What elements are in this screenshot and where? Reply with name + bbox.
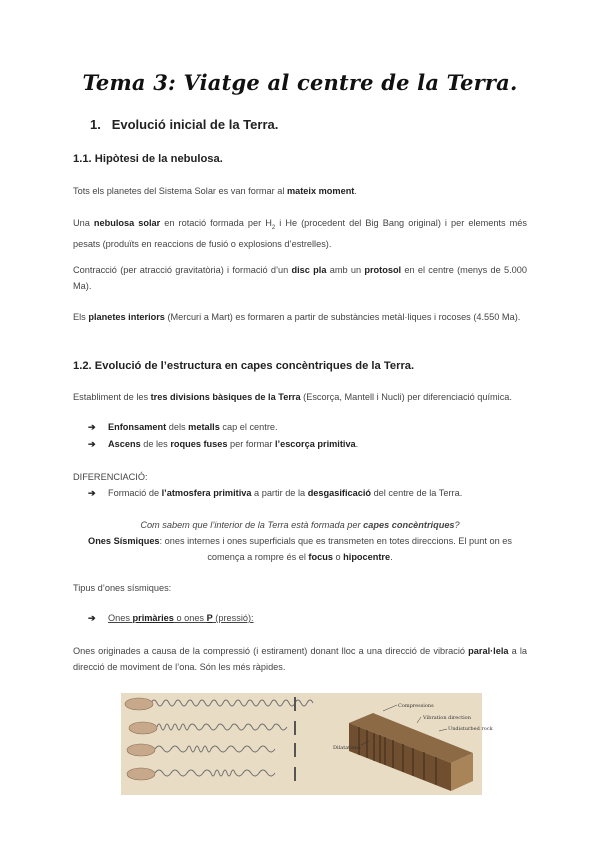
diferenciacio-label: DIFERENCIACIÓ: <box>73 472 148 482</box>
label-dilatations: Dilatations <box>333 745 361 751</box>
subsection-heading-1-2: 1.2. Evolució de l’estructura en capes concèntriques de la Terra. <box>73 360 415 372</box>
question-line: Com sabem que l’interior de la Terra està formada per capes concèntriques? <box>140 520 460 530</box>
arrow-icon: ➔ <box>88 439 96 449</box>
p-wave-illustration <box>121 693 493 795</box>
paragraph: Tots els planetes del Sistema Solar es van formar al mateix moment. <box>73 186 357 196</box>
paragraph: Els planetes interiors (Mercuri a Mart) es formaren a partir de substàncies metàl·liques i rocoses (4.550 Ma). <box>73 312 521 322</box>
section-label: Evolució inicial de la Terra. <box>111 117 279 132</box>
list-item: ➔ Ascens de les roques fuses per formar l’escorça primitiva. <box>88 439 359 449</box>
arrow-icon: ➔ <box>88 422 96 432</box>
arrow-icon: ➔ <box>88 488 96 498</box>
label-undisturbed: Undisturbed rock <box>448 726 493 732</box>
arrow-icon: ➔ <box>88 613 96 623</box>
section-heading-1 <box>90 117 278 132</box>
ones-sismiques-definition: Ones Sísmiques: ones internes i ones superficials que es transmeten en totes direccions. El punt on es comença a rompre és el focus o hipocentre. <box>88 536 512 562</box>
paragraph: Una nebulosa solar en rotació formada per $H_2$ i He (procedent del Big Bang original) i per elements més pesats (produïts en reaccions de fusió o explosions d’estrelles). <box>73 218 528 249</box>
section-number: 1. <box>90 117 101 132</box>
tipus-label: Tipus d’ones sísmiques: <box>73 583 172 593</box>
list-item: ➔ Enfonsament dels metalls cap el centre. <box>88 422 278 432</box>
paragraph: Ones originades a causa de la compressió (i estirament) donant lloc a una direcció de vibració paral·lela a la direcció de moviment de l’ona. Són les més ràpides. <box>73 646 527 672</box>
p-wave-figure <box>121 693 493 795</box>
subsection-heading-1-1: 1.1. Hipòtesi de la nebulosa. <box>73 153 223 165</box>
paragraph: Contracció (per atracció gravitatòria) i formació d’un disc pla amb un protosol en el centre (menys de 5.000 Ma). <box>73 265 527 291</box>
label-vibration: Vibration direction <box>423 715 471 721</box>
list-item: ➔ Ones primàries o ones P (pressió): <box>88 613 254 623</box>
list-item: ➔ Formació de l’atmosfera primitiva a partir de la desgasificació del centre de la Terra. <box>88 488 463 498</box>
label-compressions: Compressions <box>398 703 434 709</box>
page-title: Tema 3: Viatge al centre de la Terra. <box>82 70 518 95</box>
paragraph: Establiment de les tres divisions bàsiques de la Terra (Escorça, Mantell i Nucli) per diferenciació química. <box>73 392 512 402</box>
